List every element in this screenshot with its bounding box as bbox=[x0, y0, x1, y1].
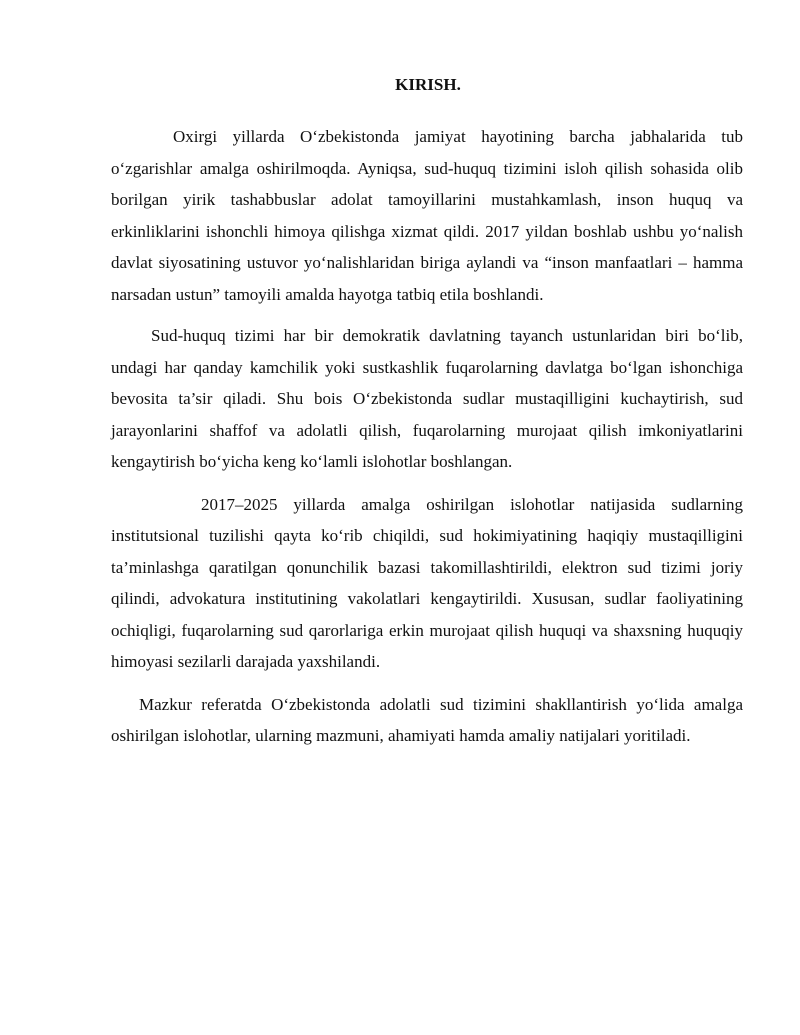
paragraph-4: Mazkur referatda O‘zbekistonda adolatli sud tizimini shakllantirish yo‘lida amalga oshirilgan islohotlar, ularning mazmuni, ahamiyati hamda amaliy natijalari yoritiladi. bbox=[111, 694, 743, 745]
paragraph-2: Sud-huquq tizimi har bir demokratik davlatning tayanch ustunlaridan biri bo‘lib, undagi har qanday kamchilik yoki sustkashlik fuqarolarning davlatga bo‘lgan ishonchiga bevosita ta’sir qiladi. Shu bois O‘zbekistonda sudlar mustaqilligini kuchaytirish, sud jarayonlarini shaffof va adolatli qilish, fuqarolarning murojaat qilish imkoniyatlarini kengaytirish bo‘yicha keng ko‘lamli islohotlar boshlangan. bbox=[111, 326, 743, 471]
paragraph-1: Oxirgi yillarda O‘zbekistonda jamiyat hayotining barcha jabhalarida tub o‘zgarishlar amalga oshirilmoqda. Ayniqsa, sud-huquq tizimini isloh qilish sohasida olib borilgan yirik tashabbuslar adolat tamoyillarini mustahkamlash, inson huquq va erkinliklarini ishonchli himoya qilishga xizmat qildi. 2017 yildan boshlab ushbu yo‘nalish davlat siyosatining ustuvor yo‘nalishlaridan biriga aylandi va “inson manfaatlari – hamma narsadan ustun” tamoyili amalda hayotga tatbiq etila boshlandi. bbox=[111, 127, 743, 304]
paragraph-3: 2017–2025 yillarda amalga oshirilgan islohotlar natijasida sudlarning institutsional tuzilishi qayta ko‘rib chiqildi, sud hokimiyatining haqiqiy mustaqilligini ta’minlashga qaratilgan qonunchilik bazasi takomillashtirildi, elektron sud tizimi joriy qilindi, advokatura institutining vakolatlari kengaytirildi. Xususan, sudlar faoliyatining ochiqligi, fuqarolarning sud qarorlariga erkin murojaat qilish huquqi va shaxsning huquqiy himoyasi sezilarli darajada yaxshilandi. bbox=[111, 494, 743, 671]
document-body bbox=[111, 121, 743, 752]
page-title: KIRISH. bbox=[395, 75, 461, 94]
